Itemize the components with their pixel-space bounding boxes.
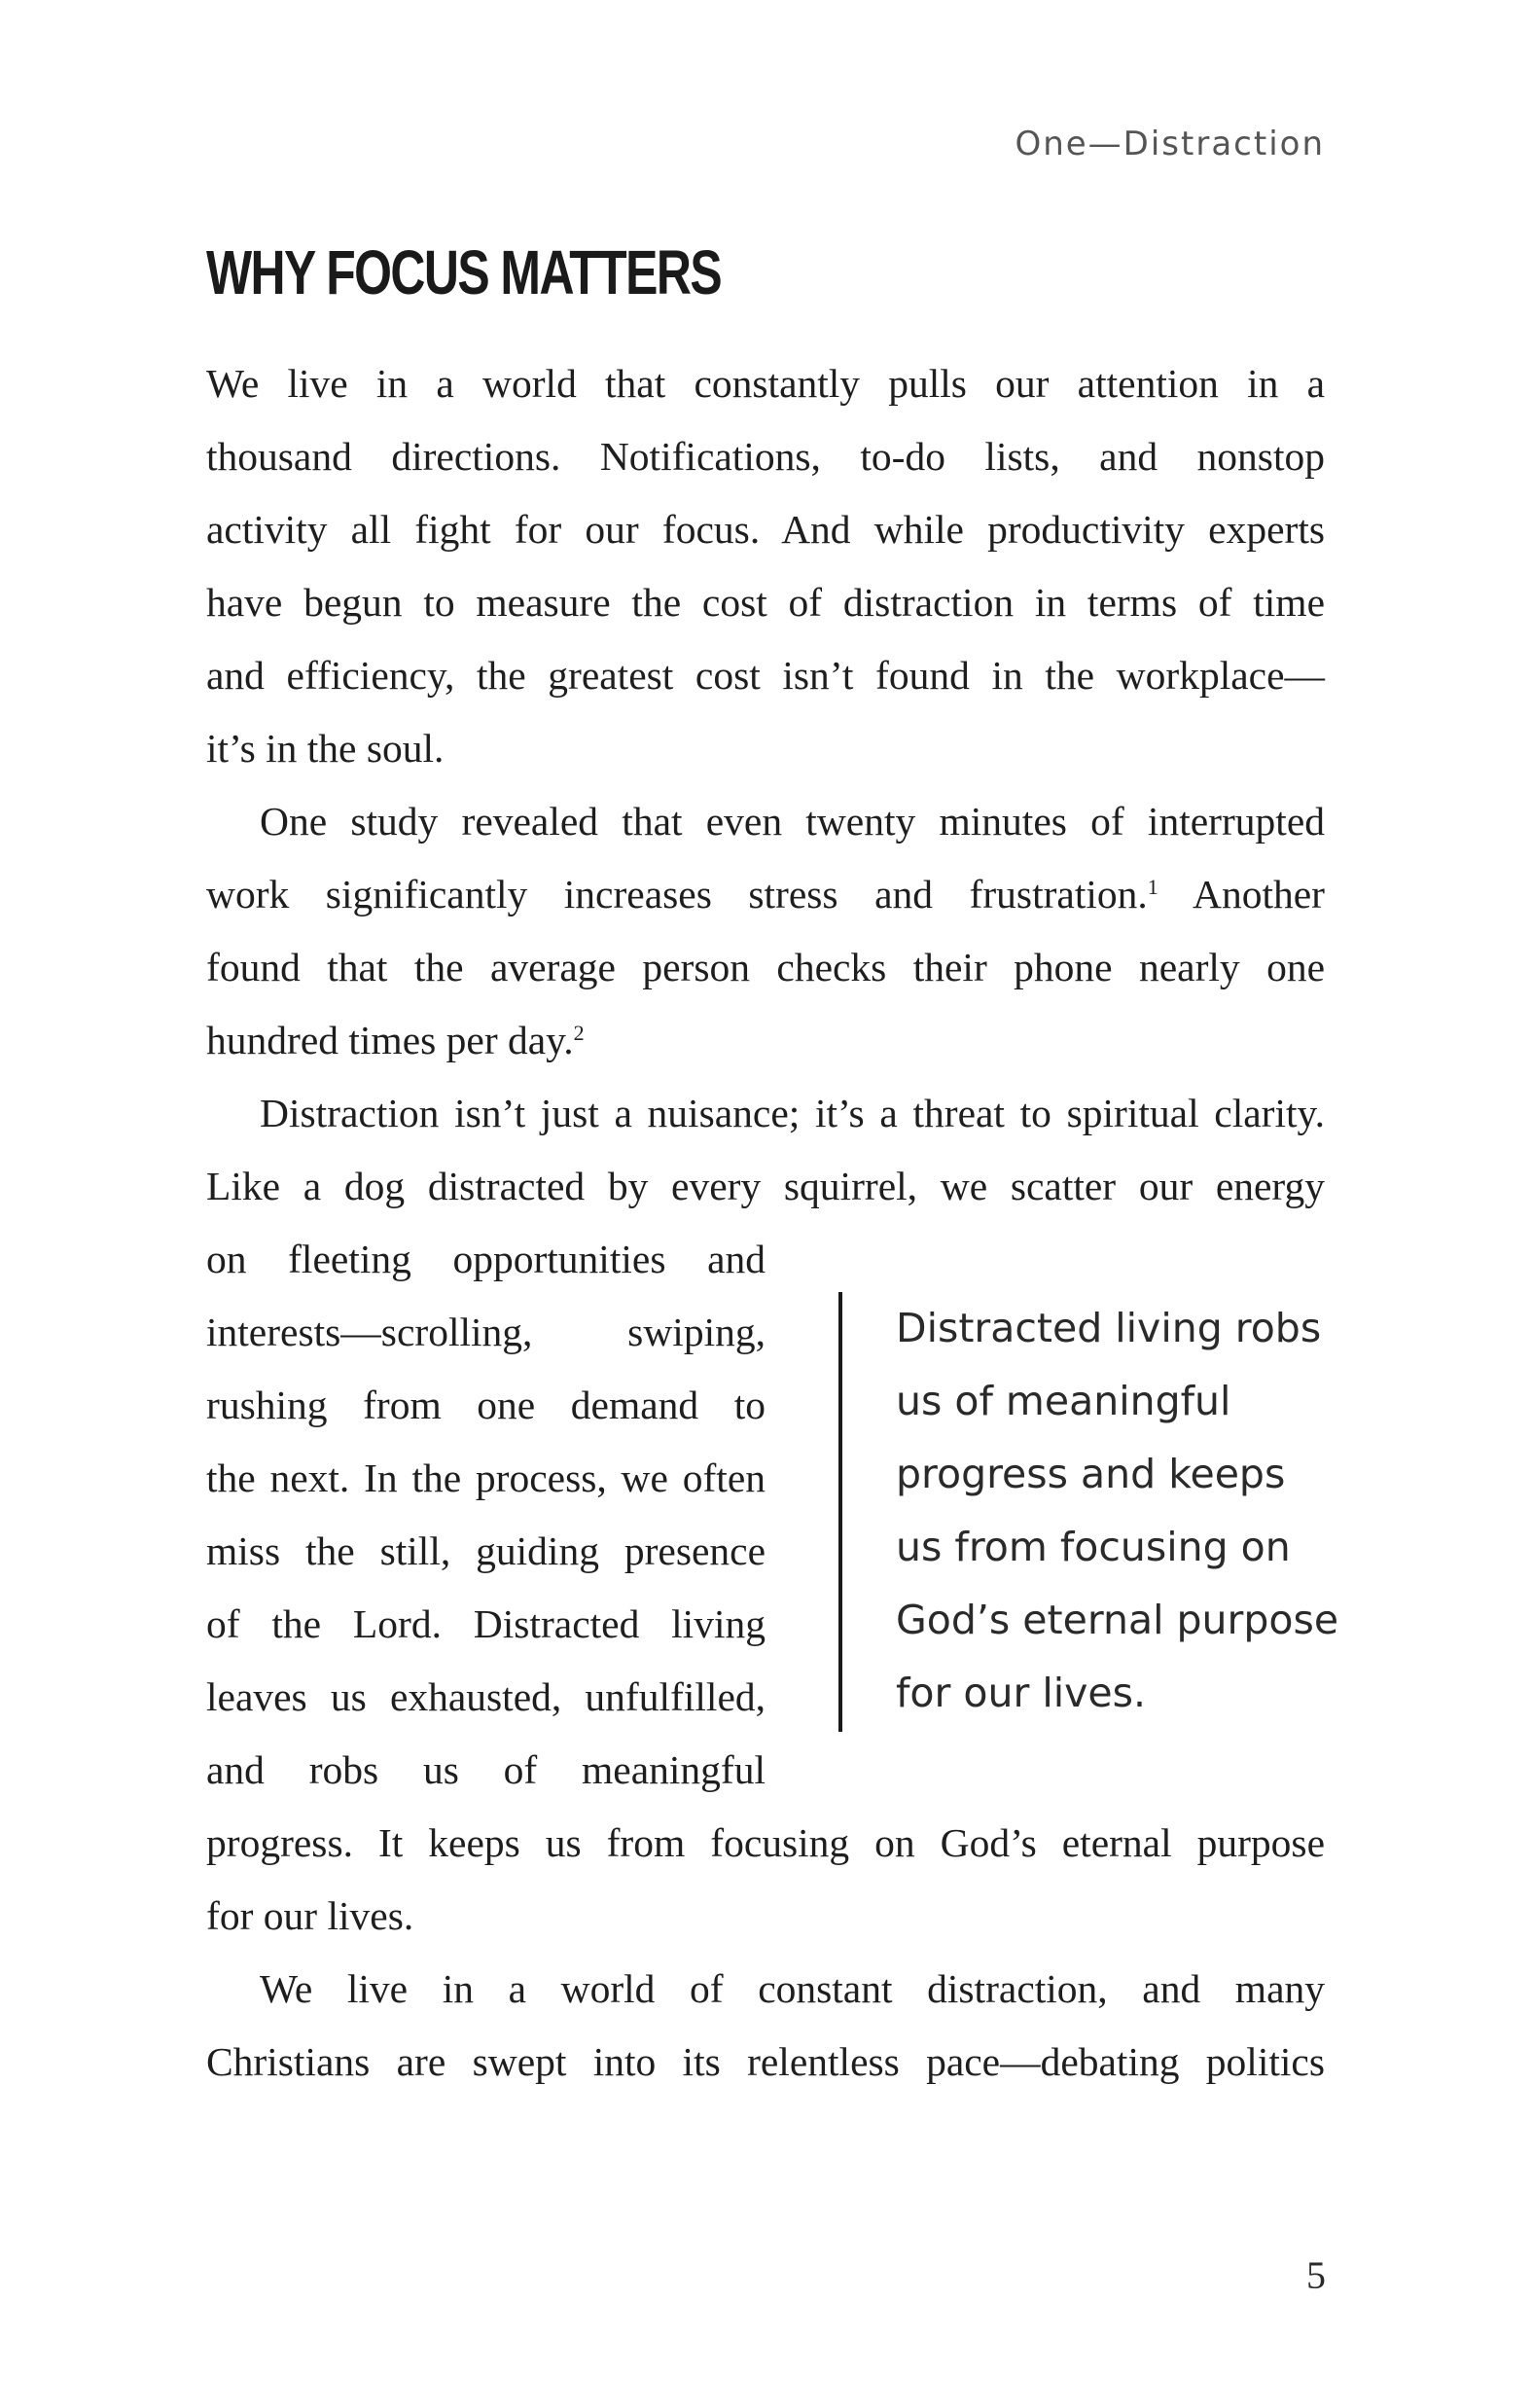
text-line: for our lives. [206,1893,414,1938]
section-heading: WHY FOCUS MATTERS [206,237,722,307]
text-line: and robs us of meaningful [206,1747,766,1792]
text-line: have begun to measure the cost of distraction in terms of time [206,580,1325,625]
text-line: Like a dog distracted by every squirrel, we scatter our energy [206,1164,1325,1208]
pull-quote-line: progress and keeps [896,1451,1286,1497]
pull-quote-line: us from focusing on [896,1524,1291,1570]
text-segment: work significantly increases stress and frustration. [206,872,1148,916]
text-line: found that the average person checks their phone nearly one [206,945,1325,989]
footnote-marker: 1 [1147,875,1158,899]
paragraph-3-bottom [206,1807,1325,1953]
text-line: it’s in the soul. [206,726,445,771]
text-line: and efficiency, the greatest cost isn’t found in the workplace— [206,653,1325,698]
text-line: Distraction isn’t just a nuisance; it’s a threat to spiritual clarity. [260,1091,1325,1135]
text-segment: Another [1158,872,1325,916]
text-line: We live in a world that constantly pulls our attention in a [206,361,1325,406]
pull-quote [838,1292,1421,1732]
text-line: progress. It keeps us from focusing on God’s eternal purpose [206,1820,1325,1865]
text-segment: hundred times per day. [206,1018,574,1062]
text-line [206,1004,1325,1077]
text-line: the next. In the process, we often [206,1456,766,1500]
paragraph-3-wrapped [206,1223,766,1807]
text-line: One study revealed that even twenty minutes of interrupted [260,799,1325,844]
running-header: One—Distraction [1015,125,1325,163]
text-line: Christians are swept into its relentless pace—debating politics [206,2039,1325,2084]
text-line: rushing from one demand to [206,1383,766,1427]
text-line [206,858,1325,931]
text-line: on fleeting opportunities and [206,1237,766,1281]
pull-quote-line: for our lives. [896,1670,1147,1716]
text-line: of the Lord. Distracted living [206,1601,766,1646]
paragraph-3-top [206,1077,1325,1223]
text-line: interests—scrolling, swiping, [206,1310,766,1354]
pull-quote-line: God’s eternal purpose [896,1597,1339,1643]
text-line: miss the still, guiding presence [206,1528,766,1573]
paragraph-1 [206,347,1325,785]
paragraph-4 [206,1953,1325,2099]
pull-quote-line: Distracted living robs [896,1305,1322,1351]
footnote-marker: 2 [573,1021,585,1045]
page-number: 5 [1306,2253,1326,2297]
text-line: We live in a world of constant distraction, and many [260,1966,1325,2011]
pull-quote-line: us of meaningful [896,1378,1231,1424]
text-line: activity all fight for our focus. And while productivity experts [206,507,1325,552]
paragraph-2 [206,785,1325,1077]
text-line: thousand directions. Notifications, to-do lists, and nonstop [206,434,1325,479]
text-line: leaves us exhausted, unfulfilled, [206,1674,766,1719]
